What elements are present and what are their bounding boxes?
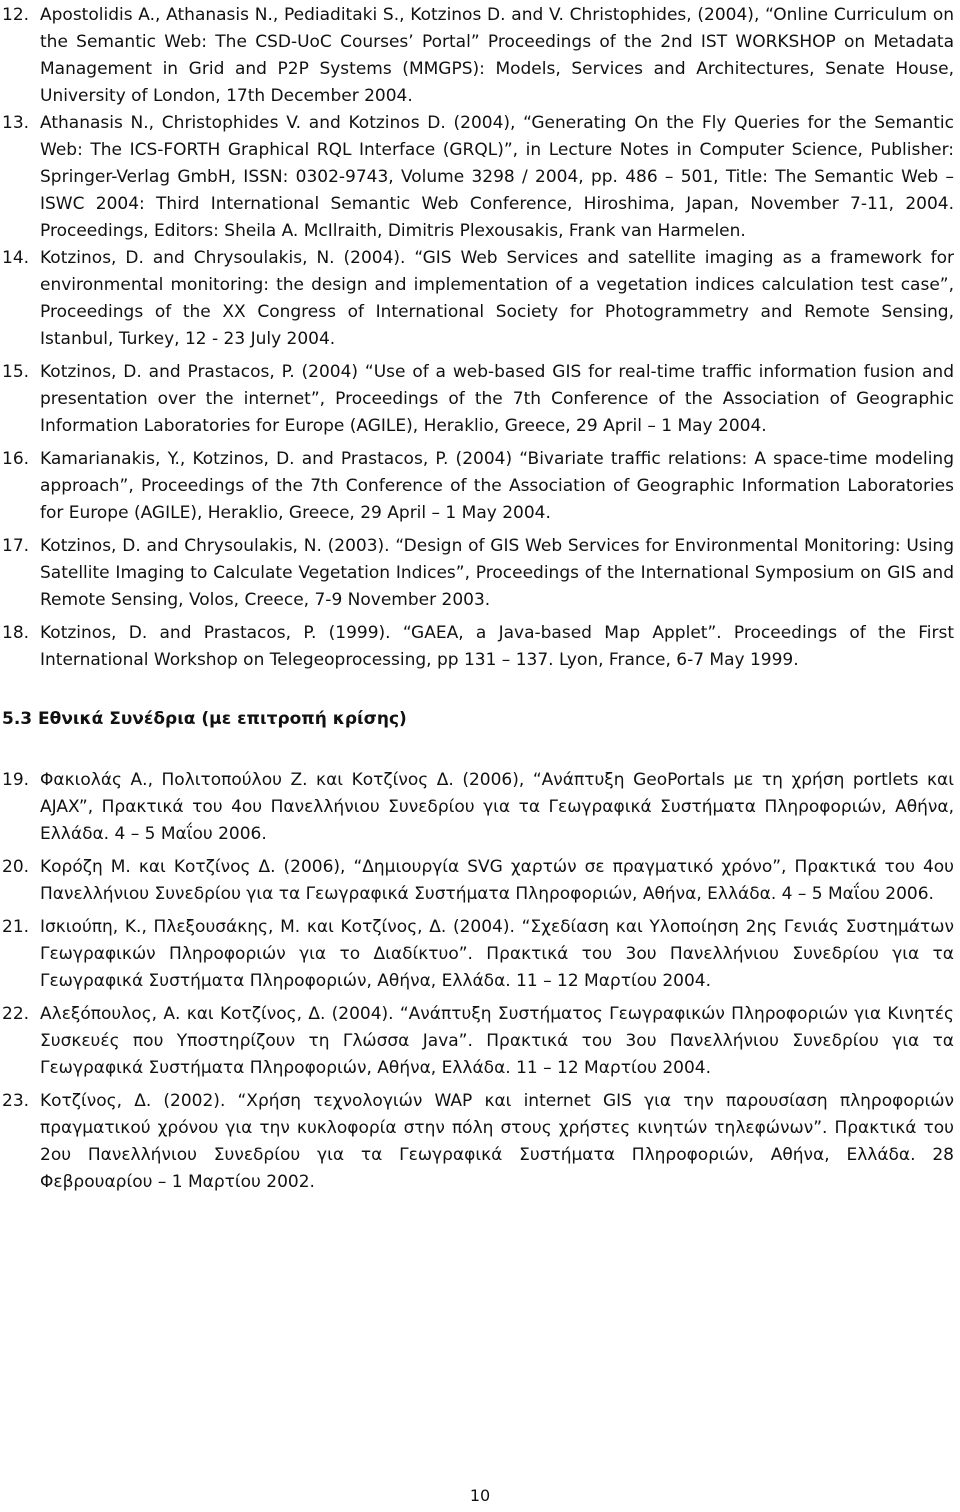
- reference-item: [0, 1088, 960, 1196]
- reference-number: 12.: [2, 5, 30, 25]
- reference-text: Κοτζίνος, Δ. (2002). “Χρήση τεχνολογιών WAP και internet GIS για την παρουσίαση πληροφοριών πραγματικού χρόνου για την κυκλοφορία στην πόλη στους χρήστες κινητών τηλεφώνων”. Πρακτικά του 2ου Πανελλήνιου Συνεδρίου για τα Γεωγραφικά Συστήματα Πληροφοριών, Αθήνα, Ελλάδα. 28 Φεβρουαρίου – 1 Μαρτίου 2002.: [40, 1091, 954, 1192]
- reference-text: Φακιολάς Α., Πολιτοπούλου Ζ. και Κοτζίνος Δ. (2006), “Ανάπτυξη GeoPortals με τη χρήση portlets και AJAX”, Πρακτικά του 4ου Πανελλήνιου Συνεδρίου για τα Γεωγραφικά Συστήματα Πληροφοριών, Αθήνα, Ελλάδα. 4 – 5 Μαΐου 2006.: [40, 770, 954, 844]
- international-references-list: [0, 2, 960, 674]
- reference-number: 21.: [2, 917, 30, 937]
- reference-text: Athanasis N., Christophides V. and Kotzinos D. (2004), “Generating On the Fly Queries for the Semantic Web: The ICS-FORTH Graphical RQL Interface (GRQL)”, in Lecture Notes in Computer Science, Publisher: Springer-Verlag GmbH, ISSN: 0302-9743, Volume 3298 / 2004, pp. 486 – 501, Title: The Semantic Web – ISWC 2004: Third International Semantic Web Conference, Hiroshima, Japan, November 7-11, 2004. Proceedings, Editors: Sheila A. McIlraith, Dimitris Plexousakis, Frank van Harmelen.: [40, 113, 954, 241]
- page-number: 10: [469, 1486, 491, 1505]
- reference-number: 18.: [2, 623, 30, 643]
- reference-text: Kotzinos, D. and Prastacos, P. (2004) “Use of a web-based GIS for real-time traffic information fusion and presentation over the internet”, Proceedings of the 7th Conference of the Association of Geographic Information Laboratories for Europe (AGILE), Heraklio, Greece, 29 April – 1 May 2004.: [40, 362, 954, 436]
- reference-item: [0, 1001, 960, 1082]
- reference-item: [0, 2, 960, 110]
- reference-item: [0, 359, 960, 440]
- reference-item: [0, 914, 960, 995]
- reference-number: 23.: [2, 1091, 30, 1111]
- reference-item: [0, 767, 960, 848]
- reference-item: [0, 245, 960, 353]
- reference-number: 19.: [2, 770, 30, 790]
- reference-text: Kotzinos, D. and Prastacos, P. (1999). “GAEA, a Java-based Map Applet”. Proceedings of the First International Workshop on Telegeoprocessing, pp 131 – 137. Lyon, France, 6-7 May 1999.: [40, 623, 954, 670]
- reference-number: 14.: [2, 248, 30, 268]
- document-page: [0, 2, 960, 1196]
- reference-text: Κορόζη Μ. και Κοτζίνος Δ. (2006), “Δημιουργία SVG χαρτών σε πραγματικό χρόνο”, Πρακτικά του 4ου Πανελλήνιου Συνεδρίου για τα Γεωγραφικά Συστήματα Πληροφοριών, Αθήνα, Ελλάδα. 4 – 5 Μαΐου 2006.: [40, 857, 954, 904]
- reference-number: 15.: [2, 362, 30, 382]
- reference-number: 13.: [2, 113, 30, 133]
- reference-text: Apostolidis A., Athanasis N., Pediaditaki S., Kotzinos D. and V. Christophides, (2004), “Online Curriculum on the Semantic Web: The CSD-UoC Courses’ Portal” Proceedings of the 2nd IST WORKSHOP on Metadata Management in Grid and P2P Systems (MMGPS): Models, Services and Architectures, Senate House, University of London, 17th December 2004.: [40, 5, 954, 106]
- reference-item: [0, 110, 960, 245]
- reference-item: [0, 446, 960, 527]
- reference-text: Kamarianakis, Y., Kotzinos, D. and Prastacos, P. (2004) “Bivariate traffic relations: A space-time modeling approach”, Proceedings of the 7th Conference of the Association of Geographic Information Laboratories for Europe (AGILE), Heraklio, Greece, 29 April – 1 May 2004.: [40, 449, 954, 523]
- section-heading: 5.3 Εθνικά Συνέδρια (με επιτροπή κρίσης): [2, 709, 407, 729]
- reference-text: Αλεξόπουλος, Α. και Κοτζίνος, Δ. (2004). “Ανάπτυξη Συστήματος Γεωγραφικών Πληροφοριών για Κινητές Συσκευές που Υποστηρίζουν τη Γλώσσα Java”. Πρακτικά του 3ου Πανελλήνιου Συνεδρίου για τα Γεωγραφικά Συστήματα Πληροφοριών, Αθήνα, Ελλάδα. 11 – 12 Μαρτίου 2004.: [40, 1004, 954, 1078]
- reference-text: Kotzinos, D. and Chrysoulakis, N. (2004). “GIS Web Services and satellite imaging as a framework for environmental monitoring: the design and implementation of a vegetation indices calculation test case”, Proceedings of the XX Congress of International Society for Photogrammetry and Remote Sensing, Istanbul, Turkey, 12 - 23 July 2004.: [40, 248, 954, 349]
- national-references-list: [0, 767, 960, 1196]
- reference-number: 17.: [2, 536, 30, 556]
- reference-item: [0, 620, 960, 674]
- reference-number: 22.: [2, 1004, 30, 1024]
- reference-text: Kotzinos, D. and Chrysoulakis, N. (2003). “Design of GIS Web Services for Environmental Monitoring: Using Satellite Imaging to Calculate Vegetation Indices”, Proceedings of the International Symposium on GIS and Remote Sensing, Volos, Creece, 7-9 November 2003.: [40, 536, 954, 610]
- reference-item: [0, 854, 960, 908]
- reference-text: Ισκιούπη, Κ., Πλεξουσάκης, Μ. και Κοτζίνος, Δ. (2004). “Σχεδίαση και Υλοποίηση 2ης Γενιάς Συστημάτων Γεωγραφικών Πληροφοριών για το Διαδίκτυο”. Πρακτικά του 3ου Πανελλήνιου Συνεδρίου για τα Γεωγραφικά Συστήματα Πληροφοριών, Αθήνα, Ελλάδα. 11 – 12 Μαρτίου 2004.: [40, 917, 954, 991]
- reference-item: [0, 533, 960, 614]
- reference-number: 20.: [2, 857, 30, 877]
- reference-number: 16.: [2, 449, 30, 469]
